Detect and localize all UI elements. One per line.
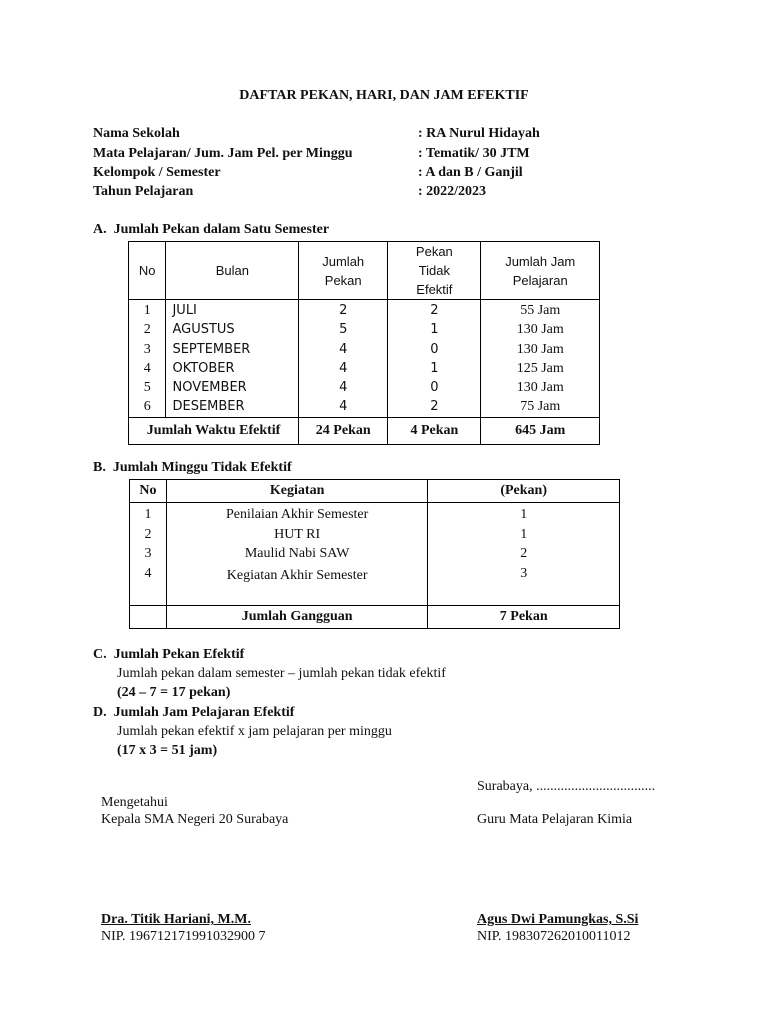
signature-right-nip: NIP. 198307262010011012 (477, 929, 631, 944)
signature-left-name: Dra. Titik Hariani, M.M. (101, 912, 251, 927)
signature-right-position: Guru Mata Pelajaran Kimia (477, 812, 633, 827)
header-no: No (130, 480, 167, 503)
identity-value-subject: : Tematik/ 30 JTM (418, 146, 530, 161)
header-kegiatan: Kegiatan (166, 480, 427, 503)
total-tidak-efektif: 4 Pekan (388, 417, 481, 444)
table-header-row (129, 242, 600, 300)
document-title: DAFTAR PEKAN, HARI, DAN JAM EFEKTIF (239, 88, 529, 103)
section-a-heading: A. Jumlah Pekan dalam Satu Semester (93, 222, 330, 237)
total-jam: 645 Jam (481, 417, 600, 444)
total-empty-cell (130, 606, 167, 629)
identity-label-group: Kelompok / Semester (93, 165, 221, 180)
signature-right-name: Agus Dwi Pamungkas, S.Si (477, 912, 639, 927)
total-label: Jumlah Waktu Efektif (129, 417, 299, 444)
column-jumlah-pekan: 2 5 4 4 4 4 (299, 300, 388, 418)
table-header-row (130, 480, 620, 503)
total-jumlah-pekan: 24 Pekan (299, 417, 388, 444)
total-label: Jumlah Gangguan (166, 606, 427, 629)
header-pekan: (Pekan) (428, 480, 620, 503)
section-c-heading: C. Jumlah Pekan Efektif (93, 647, 245, 662)
identity-value-year: : 2022/2023 (418, 184, 487, 199)
signature-place-date: Surabaya, .................................. (477, 779, 656, 794)
header-jumlah-pekan: Jumlah Pekan (299, 242, 388, 300)
header-jumlah-jam: Jumlah Jam Pelajaran (481, 242, 600, 300)
section-d-text: Jumlah pekan efektif x jam pelajaran per minggu (117, 724, 392, 739)
column-kegiatan: Penilaian Akhir Semester HUT RI Maulid Nabi SAW Kegiatan Akhir Semester (166, 503, 427, 606)
column-pekan-tidak-efektif: 2 1 0 1 0 2 (388, 300, 481, 418)
section-c-text: Jumlah pekan dalam semester – jumlah pekan tidak efektif (117, 666, 446, 681)
effective-weeks-table (128, 241, 600, 445)
identity-label-school: Nama Sekolah (93, 126, 180, 141)
signature-left-position: Kepala SMA Negeri 20 Surabaya (101, 812, 289, 827)
table-total-row (129, 417, 600, 444)
signature-acknowledged: Mengetahui (101, 795, 168, 810)
table-body-row (129, 300, 600, 418)
column-no: 1 2 3 4 5 6 (129, 300, 166, 418)
table-body-row (130, 503, 620, 606)
section-c-calculation: (24 – 7 = 17 pekan) (117, 685, 231, 700)
column-pekan: 1 1 2 3 (428, 503, 620, 606)
total-pekan: 7 Pekan (428, 606, 620, 629)
column-no: 1 2 3 4 (130, 503, 167, 606)
identity-label-year: Tahun Pelajaran (93, 184, 194, 199)
signature-left-nip: NIP. 196712171991032900 7 (101, 929, 266, 944)
non-effective-weeks-table (129, 479, 620, 629)
header-pekan-tidak-efektif: Pekan Tidak Efektif (388, 242, 481, 300)
header-bulan: Bulan (166, 242, 299, 300)
section-d-calculation: (17 x 3 = 51 jam) (117, 743, 218, 758)
identity-value-group: : A dan B / Ganjil (418, 165, 523, 180)
section-b-heading: B. Jumlah Minggu Tidak Efektif (93, 460, 292, 475)
column-bulan: JULI AGUSTUS SEPTEMBER OKTOBER NOVEMBER DESEMBER (166, 300, 299, 418)
column-jumlah-jam: 55 Jam 130 Jam 130 Jam 125 Jam 130 Jam 75 Jam (481, 300, 600, 418)
section-d-heading: D. Jumlah Jam Pelajaran Efektif (93, 705, 295, 720)
table-total-row (130, 606, 620, 629)
header-no: No (129, 242, 166, 300)
identity-value-school: : RA Nurul Hidayah (418, 126, 540, 141)
identity-label-subject: Mata Pelajaran/ Jum. Jam Pel. per Minggu (93, 146, 353, 161)
